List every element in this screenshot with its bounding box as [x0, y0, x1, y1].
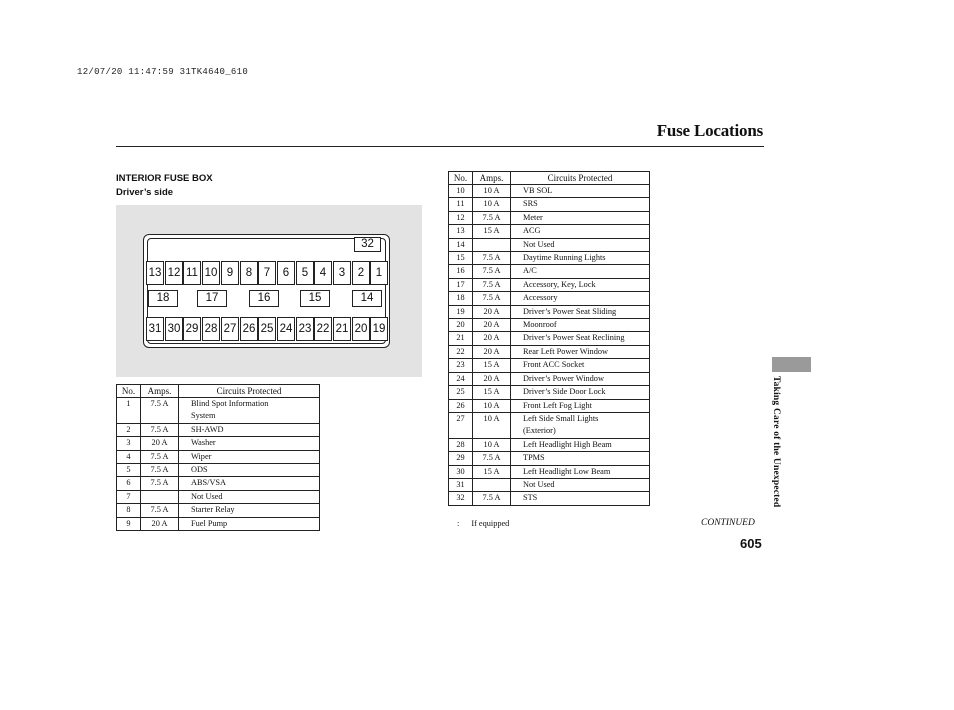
fuse-amps-text: 7.5 A	[482, 293, 501, 303]
footnote	[457, 519, 509, 528]
fuse-amps	[141, 504, 179, 517]
fuse-12: 12	[165, 261, 183, 285]
section-tab-marker	[772, 357, 811, 372]
circuit-protected-text: Front ACC Socket	[523, 360, 585, 370]
fuse-amps	[473, 438, 511, 451]
fuse-amps-text: 7.5 A	[482, 279, 501, 289]
circuit-protected-text: Not Used	[523, 479, 555, 489]
fuse-amps	[473, 252, 511, 265]
fuse-amps-text: 15 A	[483, 360, 500, 370]
fuse-number	[117, 517, 141, 530]
table-row	[117, 423, 320, 436]
fuse-6: 6	[277, 261, 295, 285]
fuse-amps	[473, 265, 511, 278]
circuit-protected	[511, 492, 650, 505]
fuse-amps	[141, 398, 179, 424]
header-amps: Amps.	[473, 172, 511, 185]
circuit-protected	[511, 372, 650, 385]
fuse-number	[449, 252, 473, 265]
circuit-protected	[511, 319, 650, 332]
circuit-protected	[511, 238, 650, 251]
fuse-29: 29	[183, 317, 201, 341]
fuse-number-text: 5	[126, 465, 131, 475]
fuse-number	[449, 211, 473, 224]
fuse-number-text: 23	[456, 360, 465, 370]
fuse-number	[449, 478, 473, 491]
table-row	[449, 345, 650, 358]
fuse-number-text: 9	[126, 518, 131, 528]
fuse-number	[117, 477, 141, 490]
circuit-protected-text: STS	[523, 493, 538, 503]
fuse-number	[449, 198, 473, 211]
page-number: 605	[740, 536, 762, 551]
circuit-protected-text: Accessory	[523, 293, 558, 303]
circuit-protected-text: Not Used	[523, 239, 555, 249]
circuit-protected	[511, 359, 650, 372]
fuse-amps	[473, 211, 511, 224]
circuit-protected-text: A/C	[523, 266, 537, 276]
side-tab-label: Taking Care of the Unexpected	[771, 376, 781, 508]
circuit-protected	[511, 265, 650, 278]
circuit-protected-text: Driver’s Side Door Lock	[523, 387, 606, 397]
fuse-number	[449, 438, 473, 451]
circuit-protected-text: Rear Left Power Window	[523, 346, 608, 356]
fuse-amps-text: 20 A	[483, 320, 500, 330]
circuit-protected-text: VB SOL	[523, 186, 553, 195]
table-row	[117, 437, 320, 450]
circuit-protected-text: Washer	[191, 438, 216, 448]
circuit-protected	[179, 464, 320, 477]
fuse-number	[449, 465, 473, 478]
fuse-number	[117, 398, 141, 424]
fuse-amps-text: 10 A	[483, 400, 500, 410]
fuse-number-text: 20	[456, 320, 465, 330]
circuit-protected-text: Wiper	[191, 451, 212, 461]
fuse-amps-text: 7.5 A	[150, 478, 169, 488]
fuse-19: 19	[370, 317, 388, 341]
fuse-number	[449, 278, 473, 291]
table-row	[449, 319, 650, 332]
table-row	[449, 305, 650, 318]
circuit-protected	[511, 292, 650, 305]
fuse-box-diagram	[143, 234, 390, 348]
header-no: No.	[117, 385, 141, 398]
circuit-protected	[511, 332, 650, 345]
fuse-number-text: 28	[456, 439, 465, 449]
circuit-protected	[511, 225, 650, 238]
fuse-22: 22	[314, 317, 332, 341]
fuse-amps-text: 7.5 A	[150, 424, 169, 434]
circuit-protected-text: Left Side Small Lights	[523, 413, 599, 423]
fuse-amps	[473, 478, 511, 491]
circuit-protected-text: Meter	[523, 212, 543, 222]
fuse-26: 26	[240, 317, 258, 341]
fuse-number-text: 30	[456, 466, 465, 476]
fuse-number-text: 15	[456, 253, 465, 263]
fuse-amps	[473, 412, 511, 438]
fuse-number-text: 26	[456, 400, 465, 410]
fuse-number	[117, 490, 141, 503]
fuse-amps	[473, 238, 511, 251]
table-row	[449, 265, 650, 278]
table-row	[449, 492, 650, 505]
fuse-number	[449, 292, 473, 305]
fuse-amps	[473, 452, 511, 465]
fuse-amps	[141, 490, 179, 503]
fuse-13: 13	[146, 261, 164, 285]
fuse-number	[449, 265, 473, 278]
fuse-number-text: 27	[456, 413, 465, 423]
fuse-amps	[473, 465, 511, 478]
fuse-table-2	[448, 171, 650, 506]
fuse-amps-text: 15 A	[483, 466, 500, 476]
fuse-number	[449, 412, 473, 438]
fuse-number	[449, 225, 473, 238]
fuse-number-text: 6	[126, 478, 131, 488]
circuit-protected-text: Driver’s Power Seat Sliding	[523, 306, 617, 316]
fuse-amps	[141, 517, 179, 530]
fuse-number	[117, 504, 141, 517]
fuse-10: 10	[202, 261, 220, 285]
fuse-number-text: 22	[456, 346, 465, 356]
fuse-amps	[473, 225, 511, 238]
fuse-number	[449, 399, 473, 412]
fuse-number-text: 16	[456, 266, 465, 276]
fuse-24: 24	[277, 317, 295, 341]
fuse-amps-text: 10 A	[483, 186, 500, 195]
circuit-protected	[511, 211, 650, 224]
circuit-protected-text: Daytime Running Lights	[523, 253, 606, 263]
table-row	[449, 372, 650, 385]
fuse-amps-text: 20 A	[483, 306, 500, 316]
fuse-number-text: 10	[456, 186, 465, 195]
fuse-amps-text: 20 A	[483, 333, 500, 343]
fuse-23: 23	[296, 317, 314, 341]
fuse-20: 20	[352, 317, 370, 341]
fuse-amps	[473, 332, 511, 345]
circuit-protected	[511, 465, 650, 478]
circuit-protected	[179, 504, 320, 517]
fuse-amps	[473, 399, 511, 412]
print-timestamp: 12/07/20 11:47:59 31TK4640_610	[77, 67, 249, 77]
title-divider	[116, 146, 764, 147]
table-row	[449, 478, 650, 491]
fuse-number-text: 32	[456, 493, 465, 503]
table-row	[449, 211, 650, 224]
fuse-amps	[473, 372, 511, 385]
circuit-protected-text: Left Headlight High Beam	[523, 439, 612, 449]
circuit-protected	[179, 490, 320, 503]
fuse-amps-text: 7.5 A	[150, 465, 169, 475]
fuse-amps-text: 10 A	[483, 439, 500, 449]
circuit-protected-text: ODS	[191, 465, 208, 475]
section-subtitle: Driver’s side	[116, 187, 174, 198]
table-row	[449, 438, 650, 451]
table-row	[117, 477, 320, 490]
fuse-number	[449, 345, 473, 358]
fuse-number-text: 18	[456, 293, 465, 303]
table-row	[449, 412, 650, 438]
circuit-protected-text: Blind Spot Information	[191, 399, 269, 408]
fuse-amps-text: 20 A	[483, 346, 500, 356]
fuse-9: 9	[221, 261, 239, 285]
fuse-30: 30	[165, 317, 183, 341]
circuit-protected-text: Driver’s Power Seat Reclining	[523, 333, 625, 343]
circuit-protected	[179, 423, 320, 436]
fuse-number-text: 4	[126, 451, 131, 461]
fuse-27: 27	[221, 317, 239, 341]
fuse-1: 1	[370, 261, 388, 285]
circuit-protected-text: Not Used	[191, 491, 223, 501]
fuse-amps-text: 7.5 A	[482, 493, 501, 503]
circuit-protected-text: Fuel Pump	[191, 518, 228, 528]
fuse-amps-text: 7.5 A	[482, 212, 501, 222]
fuse-amps	[473, 185, 511, 198]
table-row	[449, 332, 650, 345]
fuse-amps-text: 20 A	[483, 373, 500, 383]
fuse-14: 14	[352, 290, 382, 307]
fuse-number	[449, 492, 473, 505]
footnote-mark: :	[457, 519, 460, 528]
table-row	[449, 452, 650, 465]
circuit-protected	[179, 517, 320, 530]
fuse-21: 21	[333, 317, 351, 341]
circuit-protected	[511, 452, 650, 465]
circuit-protected	[511, 412, 650, 438]
circuit-protected-text: SH-AWD	[191, 424, 224, 434]
circuit-protected-text-line2: (Exterior)	[523, 426, 556, 436]
fuse-amps	[141, 437, 179, 450]
fuse-amps-text: 20 A	[151, 438, 168, 448]
fuse-number-text: 14	[456, 239, 465, 249]
fuse-amps-text: 7.5 A	[482, 453, 501, 463]
fuse-amps	[141, 450, 179, 463]
fuse-25: 25	[258, 317, 276, 341]
table-row	[449, 252, 650, 265]
fuse-amps	[473, 359, 511, 372]
circuit-protected-text: Left Headlight Low Beam	[523, 466, 611, 476]
page-title: Fuse Locations	[656, 121, 763, 140]
circuit-protected	[511, 278, 650, 291]
fuse-number-text: 3	[126, 438, 131, 448]
fuse-amps-text: 10 A	[483, 413, 500, 423]
fuse-7: 7	[258, 261, 276, 285]
header-no: No.	[449, 172, 473, 185]
fuse-amps-text: 15 A	[483, 387, 500, 397]
fuse-number-text: 17	[456, 279, 465, 289]
fuse-number-text: 12	[456, 212, 465, 222]
fuse-number-text: 29	[456, 453, 465, 463]
table-row	[117, 398, 320, 424]
fuse-15: 15	[300, 290, 330, 307]
table-row	[449, 386, 650, 399]
fuse-number-text: 8	[126, 505, 131, 515]
circuit-protected	[511, 252, 650, 265]
continued-label: CONTINUED	[701, 518, 755, 528]
fuse-11: 11	[183, 261, 201, 285]
fuse-amps	[473, 492, 511, 505]
fuse-amps-text: 7.5 A	[150, 399, 169, 408]
circuit-protected-text: Driver’s Power Window	[523, 373, 604, 383]
fuse-amps-text: 7.5 A	[482, 266, 501, 276]
fuse-number	[117, 423, 141, 436]
table-row	[449, 399, 650, 412]
fuse-4: 4	[314, 261, 332, 285]
circuit-protected	[179, 477, 320, 490]
fuse-number-text: 19	[456, 306, 465, 316]
fuse-number-text: 11	[456, 199, 465, 209]
circuit-protected	[511, 399, 650, 412]
fuse-number	[449, 305, 473, 318]
circuit-protected-text: Front Left Fog Light	[523, 400, 592, 410]
fuse-amps-text: 7.5 A	[150, 451, 169, 461]
fuse-amps	[473, 305, 511, 318]
table-row	[117, 450, 320, 463]
fuse-amps	[473, 278, 511, 291]
fuse-18: 18	[148, 290, 178, 307]
circuit-protected	[511, 305, 650, 318]
fuse-3: 3	[333, 261, 351, 285]
fuse-17: 17	[197, 290, 227, 307]
circuit-protected	[511, 478, 650, 491]
fuse-number-text: 31	[456, 479, 465, 489]
circuit-protected-text-line2: System	[191, 411, 216, 421]
table-row	[117, 504, 320, 517]
fuse-amps	[473, 345, 511, 358]
fuse-number-text: 13	[456, 226, 465, 236]
section-title: INTERIOR FUSE BOX	[116, 173, 213, 184]
fuse-number	[117, 464, 141, 477]
circuit-protected-text: Moonroof	[523, 320, 557, 330]
circuit-protected	[511, 386, 650, 399]
table-row	[449, 225, 650, 238]
circuit-protected	[511, 438, 650, 451]
table-row	[449, 198, 650, 211]
circuit-protected	[179, 450, 320, 463]
header-circuits: Circuits Protected	[179, 385, 320, 398]
fuse-31: 31	[146, 317, 164, 341]
fuse-32: 32	[354, 237, 381, 252]
circuit-protected-text: SRS	[523, 199, 538, 209]
table-row	[449, 185, 650, 198]
fuse-number	[449, 238, 473, 251]
header-circuits: Circuits Protected	[511, 172, 650, 185]
table-row	[449, 359, 650, 372]
circuit-protected-text: ACG	[523, 226, 541, 236]
fuse-amps	[473, 319, 511, 332]
fuse-number	[449, 452, 473, 465]
circuit-protected-text: TPMS	[523, 453, 545, 463]
fuse-number-text: 2	[126, 424, 131, 434]
fuse-number-text: 7	[126, 491, 131, 501]
circuit-protected	[511, 185, 650, 198]
fuse-28: 28	[202, 317, 220, 341]
circuit-protected	[511, 345, 650, 358]
table-row	[449, 278, 650, 291]
table-row	[117, 517, 320, 530]
circuit-protected-text: Accessory, Key, Lock	[523, 279, 596, 289]
fuse-amps-text: 7.5 A	[482, 253, 501, 263]
fuse-number-text: 1	[126, 399, 131, 408]
fuse-number	[449, 359, 473, 372]
table-row	[449, 238, 650, 251]
fuse-amps-text: 7.5 A	[150, 505, 169, 515]
table-row	[117, 464, 320, 477]
fuse-amps	[141, 464, 179, 477]
circuit-protected	[511, 198, 650, 211]
fuse-number	[117, 437, 141, 450]
fuse-5: 5	[296, 261, 314, 285]
fuse-amps	[141, 477, 179, 490]
table-row	[449, 465, 650, 478]
circuit-protected-text: Starter Relay	[191, 505, 235, 515]
fuse-amps-text: 10 A	[483, 199, 500, 209]
fuse-amps	[473, 198, 511, 211]
fuse-number-text: 25	[456, 387, 465, 397]
circuit-protected-text: ABS/VSA	[191, 478, 227, 488]
circuit-protected	[179, 437, 320, 450]
circuit-protected	[179, 398, 320, 424]
fuse-number	[117, 450, 141, 463]
footnote-text: If equipped	[471, 519, 510, 528]
fuse-amps	[473, 292, 511, 305]
header-amps: Amps.	[141, 385, 179, 398]
fuse-16: 16	[249, 290, 279, 307]
fuse-number	[449, 185, 473, 198]
fuse-amps	[473, 386, 511, 399]
fuse-8: 8	[240, 261, 258, 285]
fuse-number	[449, 332, 473, 345]
fuse-number-text: 21	[456, 333, 465, 343]
fuse-table-1	[116, 384, 320, 531]
fuse-number	[449, 319, 473, 332]
fuse-number	[449, 372, 473, 385]
fuse-2: 2	[352, 261, 370, 285]
table-row	[449, 292, 650, 305]
fuse-amps-text: 15 A	[483, 226, 500, 236]
fuse-number	[449, 386, 473, 399]
fuse-number-text: 24	[456, 373, 465, 383]
fuse-amps-text: 20 A	[151, 518, 168, 528]
fuse-amps	[141, 423, 179, 436]
table-row	[117, 490, 320, 503]
